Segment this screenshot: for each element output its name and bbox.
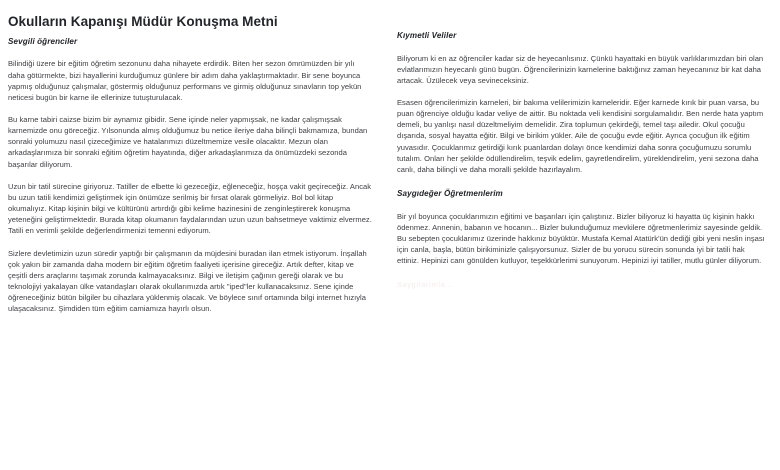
column-top-spacer: [397, 14, 766, 31]
salutation-teachers: Saygıdeğer Öğretmenlerim: [397, 189, 503, 199]
left-column: [0, 0, 390, 315]
paragraph: Bu karne tabiri caizse bizim bir aynamız gibidir. Sene içinde neler yapmışsak, ne kadar çalışmışsak karnemizde onu göreceğiz. Yılsonunda almış olduğumuz bu netice ileriye daha bilinçli bakmamıza, bundan sonraki yolumuzu nasıl çizeceğimize ve hatalarımızı düzeltmemize vesile olacaktır. Mezun olan arkadaşlarımıza bir sonraki eğitim öğretim hayatında, diğer arkadaşlarımıza da önümüzdeki sezonda başarılar diliyorum.: [8, 115, 368, 169]
paragraph: Sizlere devletimizin uzun süredir yaptığı bir çalışmanın da müjdesini buradan ilan etmek istiyorum. İnşallah çok yakın bir zamanda daha modern bir eğitim öğretim faaliyeti içerisine gireceğiz. Artık defter, kitap ve çeşitli ders araçlarını taşımak zorunda kalmayacaksınız. Bilgi ve iletişim çağının gereği olarak ve bu teknolojiyi yakalayan ülke vatandaşları olarak okullarımızda artık "iped"ler kullanacaksınız. Sene içinde öğreneceğiniz bütün bilgiler bu cihazlara yüklenmiş olacak. Ve böylece sınıf ortamında bilgi internet hızıyla ulaşacaksınız. Şimdiden tüm eğitim camiamıza hayırlı olsun.: [8, 248, 367, 314]
right-column: [390, 0, 780, 290]
paragraph: Biliyorum ki en az öğrenciler kadar siz de heyecanlısınız. Çünkü hayattaki en büyük varlıklarımızdan biri olan evlatlarımızın heyecanlı günü bugün. Öğrencilerinizin karnelerine baktığınız zaman heyecanınız bir kat daha artacak. Üzülecek veya sevineceksiniz.: [397, 53, 764, 85]
paragraph: Bir yıl boyunca çocuklarımızın eğitimi ve başarıları için çalıştınız. Bizler biliyoruz ki hayatta üç kişinin hakkı ödenmez. Annenin, babanın ve hocanın... Bizler bulunduğumuz mevkilere öğretmenlerimiz sayesinde geldik. Bu sebepten çocuklarımız üzerinde hakkınız büyüktür. Mustafa Kemal Atatürk'ün dediği gibi yeni neslin inşası için canla, başla, bütün birikiminizle çalışıyorsunuz. Sizler de bu yorucu sürecin sonunda iyi bir tatili hak ettiniz. Hepinizi canı gönülden kutluyor, teşekkürlerimi sunuyorum. Hepinizi iyi tatiller, mutlu günler diliyorum.: [397, 211, 765, 266]
salutation-parents: Kıymetli Veliler: [397, 31, 457, 40]
paragraph: Esasen öğrencilerimizin karneleri, bir bakıma velilerimizin karneleridir. Eğer karnede kırık bir puan varsa, bu puan öğrenciye olduğu kadar veliye de aittir. Bu noktada veli kendisini sorgulamalıdır. Ben nerde hata yaptım demeli, bu yanlışı nasıl düzeltmeliyim demelidir. Zira toplumun çekirdeği, temel taşı ailedir. Okul çocuğu dışarıda, sosyal hayatta eğitir. Bilgi ve birikim yükler. Aile de çocuğu evde eğitir. Ayrıca çocuğun ilk eğitim yuvasıdır. Çocuklarımız getirdiği kırık puanlardan dolayı önce kendimizi daha sonra çocuğumuzu sorumlu tutalım. Onları her şekilde ödüllendirelim, teşvik edelim, gayretlendirelim, yüreklendirelim, yeni sezona daha canlı, daha bilinçli ve daha moralli şekilde hazırlayalım.: [397, 97, 764, 174]
faded-footer-text: Saygılarımla...: [397, 280, 454, 290]
paragraph: Bilindiği üzere bir eğitim öğretim sezonunu daha nihayete erdirdik. Biten her sezon ömrümüzden bir yılı daha götürmekte, bizi hayallerini kurduğumuz günlere bir adım daha yaklaştırmaktadır. Bir sene boyunca yapmış olduğunuz çalışmalar, göstermiş olduğunuz performans ve girmiş olduğunuz sınavların top yekün neticesi bugün bir karne ile ellerinize tutuşturulacak.: [8, 59, 362, 102]
paragraph: Uzun bir tatil sürecine giriyoruz. Tatiller de elbette ki gezeceğiz, eğleneceğiz, hoşça vakit geçireceğiz. Ancak bu uzun tatili kendimizi geliştirmek için önümüze serilmiş bir fırsat olarak görmeliyiz. Bol bol kitap okumalıyız. Kitap kişinin bilgi ve kültürünü artırdığı gibi kelime hazinesini de zenginleştirerek konuşma yeteneğini geliştirmektedir. Burada kitap okumanın faydalarından uzun uzun bahsetmeye vaktimiz elvermez. Tatili en verimli şekilde değerlendirmenizi temenni ediyorum.: [8, 181, 372, 236]
page-title: Okulların Kapanışı Müdür Konuşma Metni: [8, 14, 278, 29]
salutation-students: Sevgili öğrenciler: [8, 36, 78, 46]
